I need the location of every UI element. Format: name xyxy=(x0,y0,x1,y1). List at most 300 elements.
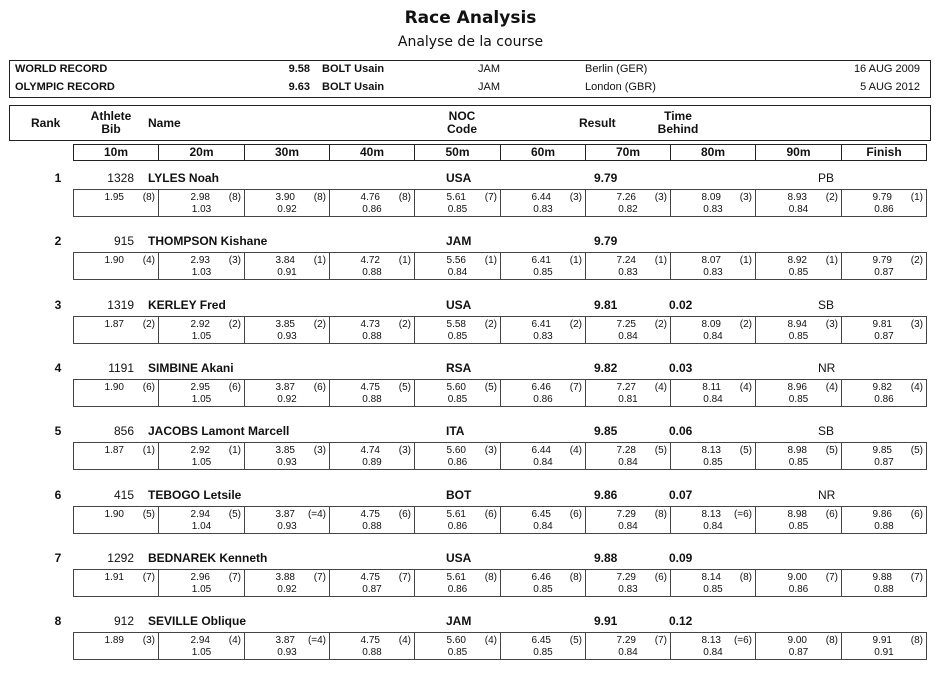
split-position: (4) xyxy=(569,445,582,456)
split-position: (6) xyxy=(825,509,838,520)
split-segment-time: 0.86 xyxy=(362,204,382,215)
split-cumulative-time: 1.91 xyxy=(104,572,124,583)
split-position: (8) xyxy=(142,192,155,203)
split-cumulative-time: 6.45 xyxy=(531,635,551,646)
split-segment-time: 0.85 xyxy=(447,204,468,215)
split-segment-time: 0.88 xyxy=(362,331,382,342)
split-cumulative-time: 5.60 xyxy=(446,445,466,456)
split-cell xyxy=(585,506,670,534)
split-header-90m: 90m xyxy=(755,144,842,161)
split-position: (7) xyxy=(228,572,241,583)
split-cell xyxy=(244,189,329,217)
split-segment-time: 0.88 xyxy=(362,394,382,405)
split-header-20m: 20m xyxy=(158,144,245,161)
split-cell xyxy=(414,632,500,660)
split-cumulative-time: 9.00 xyxy=(787,635,807,646)
split-segment-time: 0.85 xyxy=(533,647,553,658)
split-position: (5) xyxy=(142,509,155,520)
split-segment-time: 0.92 xyxy=(277,394,297,405)
split-segment-time: 0.84 xyxy=(618,457,638,468)
split-cumulative-time: 5.60 xyxy=(446,382,466,393)
split-position: (8) xyxy=(739,572,752,583)
split-position: (1) xyxy=(825,255,838,266)
athlete-result: 9.88 xyxy=(594,551,618,565)
athlete-bib: 1328 xyxy=(107,171,134,185)
split-segment-time: 0.84 xyxy=(618,331,638,342)
split-cumulative-time: 6.41 xyxy=(531,319,551,330)
athlete-noc: ITA xyxy=(446,424,465,438)
split-segment-time: 0.93 xyxy=(277,521,297,532)
split-position: (5) xyxy=(739,445,752,456)
split-segment-time: 0.82 xyxy=(618,204,638,215)
split-cumulative-time: 3.88 xyxy=(275,572,295,583)
split-position: (6) xyxy=(142,382,155,393)
record-noc: JAM xyxy=(478,81,500,93)
split-header-finish: Finish xyxy=(841,144,927,161)
athlete-remark: NR xyxy=(818,488,836,502)
split-cumulative-time: 8.98 xyxy=(787,445,807,456)
split-cumulative-time: 6.45 xyxy=(531,509,551,520)
split-position: (6) xyxy=(313,382,326,393)
split-cell xyxy=(500,189,585,217)
athlete-rank: 5 xyxy=(54,424,62,438)
split-cell xyxy=(755,506,841,534)
split-segment-time: 0.86 xyxy=(874,394,894,405)
split-position: (8) xyxy=(654,509,667,520)
split-cumulative-time: 3.87 xyxy=(275,382,295,393)
split-position: (2) xyxy=(313,319,326,330)
record-holder: BOLT Usain xyxy=(322,63,385,75)
split-cell xyxy=(329,316,414,344)
split-segment-time: 0.86 xyxy=(788,584,809,595)
split-cumulative-time: 1.87 xyxy=(104,319,124,330)
athlete-rank: 4 xyxy=(54,361,62,375)
split-segment-time: 0.85 xyxy=(788,394,809,405)
header-result: Result xyxy=(579,116,616,130)
split-segment-time: 0.85 xyxy=(533,584,553,595)
split-position: (2) xyxy=(654,319,667,330)
split-cumulative-time: 8.14 xyxy=(701,572,721,583)
split-cell xyxy=(73,442,158,470)
split-cell xyxy=(158,316,244,344)
split-cell xyxy=(841,189,927,217)
split-position: (=6) xyxy=(733,635,752,646)
split-cell xyxy=(585,379,670,407)
split-cell xyxy=(841,632,927,660)
split-cumulative-time: 1.87 xyxy=(104,445,124,456)
split-position: (2) xyxy=(739,319,752,330)
athlete-name: TEBOGO Letsile xyxy=(148,488,242,502)
split-cell xyxy=(500,379,585,407)
split-cumulative-time: 9.85 xyxy=(872,445,892,456)
split-segment-time: 0.88 xyxy=(874,521,894,532)
split-segment-time: 0.85 xyxy=(788,331,809,342)
split-position: (2) xyxy=(569,319,582,330)
split-header-30m: 30m xyxy=(244,144,330,161)
split-cumulative-time: 9.88 xyxy=(872,572,892,583)
record-date: 16 AUG 2009 xyxy=(853,63,920,75)
split-cumulative-time: 4.73 xyxy=(360,319,380,330)
header-time-behind: Time Behind xyxy=(657,109,699,136)
split-cumulative-time: 2.96 xyxy=(190,572,210,583)
split-segment-time: 0.83 xyxy=(533,204,553,215)
split-segment-time: 0.88 xyxy=(874,584,894,595)
athlete-result: 9.81 xyxy=(594,298,618,312)
athlete-name: BEDNAREK Kenneth xyxy=(148,551,268,565)
split-segment-time: 0.93 xyxy=(277,647,297,658)
split-segment-time: 0.92 xyxy=(277,204,297,215)
split-position: (5) xyxy=(825,445,838,456)
athlete-name: LYLES Noah xyxy=(148,171,219,185)
split-cell xyxy=(158,442,244,470)
split-cell xyxy=(73,632,158,660)
split-cell xyxy=(500,632,585,660)
split-cumulative-time: 1.90 xyxy=(104,509,124,520)
split-cell xyxy=(755,632,841,660)
split-position: (2) xyxy=(142,319,155,330)
split-segment-time: 0.85 xyxy=(447,331,468,342)
split-cumulative-time: 5.56 xyxy=(446,255,466,266)
split-position: (1) xyxy=(484,255,497,266)
record-label: OLYMPIC RECORD xyxy=(15,81,115,93)
split-cell xyxy=(73,379,158,407)
split-position: (1) xyxy=(654,255,667,266)
split-segment-time: 0.86 xyxy=(874,204,894,215)
split-position: (8) xyxy=(825,635,838,646)
split-position: (1) xyxy=(228,445,241,456)
split-cumulative-time: 2.92 xyxy=(190,319,210,330)
record-date: 5 AUG 2012 xyxy=(860,81,920,93)
split-cumulative-time: 5.61 xyxy=(446,192,466,203)
split-cumulative-time: 4.75 xyxy=(360,635,380,646)
split-segment-time: 1.04 xyxy=(191,521,212,532)
split-cumulative-time: 9.00 xyxy=(787,572,807,583)
split-cell xyxy=(670,506,755,534)
split-cell xyxy=(841,442,927,470)
split-position: (8) xyxy=(910,635,923,646)
athlete-remark: SB xyxy=(818,298,835,312)
split-position: (7) xyxy=(569,382,582,393)
athlete-bib: 415 xyxy=(113,488,134,502)
split-cumulative-time: 4.76 xyxy=(360,192,380,203)
split-cumulative-time: 6.46 xyxy=(531,382,551,393)
split-cell xyxy=(73,189,158,217)
split-segment-time: 0.91 xyxy=(277,267,297,278)
split-position: (2) xyxy=(910,255,923,266)
split-segment-time: 0.83 xyxy=(703,267,723,278)
split-position: (4) xyxy=(142,255,155,266)
split-position: (5) xyxy=(484,382,497,393)
split-cumulative-time: 4.74 xyxy=(360,445,380,456)
split-position: (5) xyxy=(228,509,241,520)
split-segment-time: 0.88 xyxy=(362,267,382,278)
split-cumulative-time: 7.29 xyxy=(616,635,636,646)
split-cell xyxy=(670,379,755,407)
split-cell xyxy=(585,252,670,280)
split-cell xyxy=(329,252,414,280)
athlete-noc: USA xyxy=(446,171,472,185)
athlete-result: 9.91 xyxy=(594,614,618,628)
split-cell xyxy=(244,569,329,597)
split-position: (2) xyxy=(825,192,838,203)
record-holder: BOLT Usain xyxy=(322,81,385,93)
split-position: (1) xyxy=(910,192,923,203)
split-position: (2) xyxy=(398,319,411,330)
split-segment-time: 0.93 xyxy=(277,331,297,342)
split-segment-time: 0.86 xyxy=(447,521,468,532)
athlete-bib: 912 xyxy=(113,614,134,628)
split-segment-time: 0.86 xyxy=(533,394,553,405)
split-cumulative-time: 8.13 xyxy=(701,445,721,456)
split-cell xyxy=(755,316,841,344)
split-cell xyxy=(414,442,500,470)
split-segment-time: 0.83 xyxy=(618,584,638,595)
split-cell xyxy=(158,569,244,597)
split-cell xyxy=(755,189,841,217)
split-cell xyxy=(73,316,158,344)
split-position: (3) xyxy=(313,445,326,456)
split-cumulative-time: 7.24 xyxy=(616,255,636,266)
split-cumulative-time: 5.60 xyxy=(446,635,466,646)
record-noc: JAM xyxy=(478,63,500,75)
split-segment-time: 0.92 xyxy=(277,584,297,595)
split-cumulative-time: 8.11 xyxy=(702,382,721,393)
split-cumulative-time: 3.87 xyxy=(275,509,295,520)
split-cell xyxy=(414,506,500,534)
split-position: (5) xyxy=(654,445,667,456)
split-cell xyxy=(244,316,329,344)
split-cumulative-time: 9.86 xyxy=(872,509,892,520)
split-segment-time: 0.85 xyxy=(788,521,809,532)
split-cumulative-time: 8.98 xyxy=(787,509,807,520)
split-cumulative-time: 8.96 xyxy=(787,382,807,393)
athlete-name: SIMBINE Akani xyxy=(148,361,234,375)
split-cell xyxy=(670,632,755,660)
page-subtitle: Analyse de la course xyxy=(397,34,544,50)
split-header-40m: 40m xyxy=(329,144,415,161)
split-cumulative-time: 3.85 xyxy=(275,445,295,456)
split-position: (5) xyxy=(569,635,582,646)
split-cell xyxy=(244,632,329,660)
split-position: (2) xyxy=(228,319,241,330)
split-cell xyxy=(158,379,244,407)
athlete-noc: USA xyxy=(446,551,472,565)
athlete-noc: USA xyxy=(446,298,472,312)
athlete-rank: 6 xyxy=(54,488,62,502)
split-cumulative-time: 1.90 xyxy=(104,255,124,266)
split-cumulative-time: 2.95 xyxy=(190,382,210,393)
split-cumulative-time: 7.27 xyxy=(616,382,636,393)
split-cell xyxy=(500,442,585,470)
record-venue: Berlin (GER) xyxy=(585,63,648,75)
header-name: Name xyxy=(148,116,181,130)
split-segment-time: 0.86 xyxy=(447,457,468,468)
split-segment-time: 1.03 xyxy=(191,267,212,278)
record-time: 9.58 xyxy=(288,63,310,75)
split-cumulative-time: 7.26 xyxy=(616,192,636,203)
split-cumulative-time: 5.61 xyxy=(446,509,466,520)
athlete-noc: BOT xyxy=(446,488,472,502)
split-position: (6) xyxy=(484,509,497,520)
athlete-rank: 1 xyxy=(54,171,62,185)
split-cell xyxy=(414,316,500,344)
split-cell xyxy=(585,189,670,217)
header-athlete-bib: Athlete Bib xyxy=(90,109,132,136)
split-segment-time: 1.03 xyxy=(191,204,212,215)
athlete-rank: 2 xyxy=(54,234,62,248)
split-cell xyxy=(585,569,670,597)
split-segment-time: 0.93 xyxy=(277,457,297,468)
athlete-remark: NR xyxy=(818,361,836,375)
split-position: (3) xyxy=(910,319,923,330)
split-cumulative-time: 8.13 xyxy=(701,509,721,520)
split-header-60m: 60m xyxy=(500,144,586,161)
split-cumulative-time: 1.90 xyxy=(104,382,124,393)
split-cell xyxy=(500,252,585,280)
split-cumulative-time: 4.72 xyxy=(360,255,380,266)
split-segment-time: 0.85 xyxy=(447,647,468,658)
split-position: (4) xyxy=(654,382,667,393)
split-cell xyxy=(585,442,670,470)
athlete-result: 9.79 xyxy=(594,171,618,185)
split-position: (2) xyxy=(484,319,497,330)
split-segment-time: 0.84 xyxy=(703,331,723,342)
split-position: (3) xyxy=(228,255,241,266)
split-position: (6) xyxy=(398,509,411,520)
split-segment-time: 0.84 xyxy=(618,521,638,532)
split-cumulative-time: 7.25 xyxy=(616,319,636,330)
split-cell xyxy=(158,189,244,217)
split-segment-time: 0.87 xyxy=(874,331,894,342)
split-position: (3) xyxy=(142,635,155,646)
split-cell xyxy=(329,506,414,534)
split-cumulative-time: 5.58 xyxy=(446,319,466,330)
split-position: (7) xyxy=(484,192,497,203)
athlete-time-behind: 0.02 xyxy=(669,298,693,312)
split-segment-time: 0.85 xyxy=(533,267,553,278)
record-label: WORLD RECORD xyxy=(15,63,108,75)
split-cell xyxy=(73,569,158,597)
split-position: (3) xyxy=(569,192,582,203)
split-cumulative-time: 3.90 xyxy=(275,192,295,203)
split-segment-time: 0.91 xyxy=(874,647,894,658)
split-cumulative-time: 6.44 xyxy=(531,192,551,203)
split-position: (4) xyxy=(825,382,838,393)
athlete-result: 9.85 xyxy=(594,424,618,438)
split-segment-time: 0.81 xyxy=(618,394,638,405)
split-position: (3) xyxy=(398,445,411,456)
split-cumulative-time: 7.29 xyxy=(616,572,636,583)
split-segment-time: 0.84 xyxy=(447,267,468,278)
split-position: (6) xyxy=(654,572,667,583)
split-cell xyxy=(414,379,500,407)
split-header-10m: 10m xyxy=(73,144,159,161)
split-position: (7) xyxy=(142,572,155,583)
split-cumulative-time: 9.81 xyxy=(872,319,892,330)
split-cell xyxy=(158,632,244,660)
split-cumulative-time: 2.93 xyxy=(190,255,210,266)
split-cumulative-time: 9.91 xyxy=(872,635,892,646)
split-position: (8) xyxy=(228,192,241,203)
split-position: (7) xyxy=(825,572,838,583)
split-cumulative-time: 3.85 xyxy=(275,319,295,330)
split-segment-time: 0.85 xyxy=(703,457,723,468)
split-position: (5) xyxy=(910,445,923,456)
split-cell xyxy=(244,379,329,407)
split-segment-time: 0.86 xyxy=(447,584,468,595)
split-cell xyxy=(670,252,755,280)
split-cell xyxy=(244,506,329,534)
split-position: (4) xyxy=(910,382,923,393)
athlete-name: JACOBS Lamont Marcell xyxy=(148,424,290,438)
split-segment-time: 1.05 xyxy=(191,647,212,658)
split-cumulative-time: 2.94 xyxy=(190,509,210,520)
split-cumulative-time: 2.92 xyxy=(190,445,210,456)
split-position: (1) xyxy=(142,445,155,456)
split-cell xyxy=(158,506,244,534)
split-cell xyxy=(755,379,841,407)
split-segment-time: 0.87 xyxy=(788,647,809,658)
split-header-80m: 80m xyxy=(670,144,756,161)
split-cumulative-time: 8.13 xyxy=(701,635,721,646)
split-cumulative-time: 1.89 xyxy=(104,635,124,646)
split-position: (8) xyxy=(398,192,411,203)
split-cell xyxy=(670,569,755,597)
split-segment-time: 0.85 xyxy=(703,584,723,595)
split-cumulative-time: 6.41 xyxy=(531,255,551,266)
split-position: (=4) xyxy=(307,509,326,520)
split-cumulative-time: 9.82 xyxy=(872,382,892,393)
athlete-time-behind: 0.03 xyxy=(669,361,693,375)
athlete-result: 9.82 xyxy=(594,361,618,375)
split-cell xyxy=(329,569,414,597)
split-segment-time: 0.85 xyxy=(447,394,468,405)
athlete-time-behind: 0.09 xyxy=(669,551,693,565)
split-header-50m: 50m xyxy=(414,144,501,161)
split-segment-time: 1.05 xyxy=(191,394,212,405)
split-cumulative-time: 2.98 xyxy=(190,192,210,203)
split-segment-time: 0.87 xyxy=(874,267,894,278)
split-segment-time: 1.05 xyxy=(191,331,212,342)
page-title: Race Analysis xyxy=(404,8,537,28)
athlete-bib: 915 xyxy=(113,234,134,248)
split-cumulative-time: 9.79 xyxy=(872,255,892,266)
split-cumulative-time: 8.07 xyxy=(701,255,721,266)
split-cumulative-time: 4.75 xyxy=(360,382,380,393)
split-position: (4) xyxy=(484,635,497,646)
split-position: (=6) xyxy=(733,509,752,520)
split-segment-time: 0.83 xyxy=(618,267,638,278)
split-position: (1) xyxy=(313,255,326,266)
split-segment-time: 0.88 xyxy=(362,647,382,658)
split-cumulative-time: 7.29 xyxy=(616,509,636,520)
split-segment-time: 0.84 xyxy=(703,647,723,658)
split-cumulative-time: 2.94 xyxy=(190,635,210,646)
split-position: (6) xyxy=(569,509,582,520)
split-position: (1) xyxy=(398,255,411,266)
record-time: 9.63 xyxy=(288,81,310,93)
athlete-result: 9.86 xyxy=(594,488,618,502)
split-header-70m: 70m xyxy=(585,144,671,161)
split-segment-time: 0.87 xyxy=(362,584,382,595)
split-cumulative-time: 8.09 xyxy=(701,319,721,330)
split-cell xyxy=(500,569,585,597)
split-position: (7) xyxy=(654,635,667,646)
split-cumulative-time: 4.75 xyxy=(360,509,380,520)
split-cumulative-time: 8.93 xyxy=(787,192,807,203)
athlete-noc: JAM xyxy=(446,234,472,248)
athlete-name: THOMPSON Kishane xyxy=(148,234,268,248)
